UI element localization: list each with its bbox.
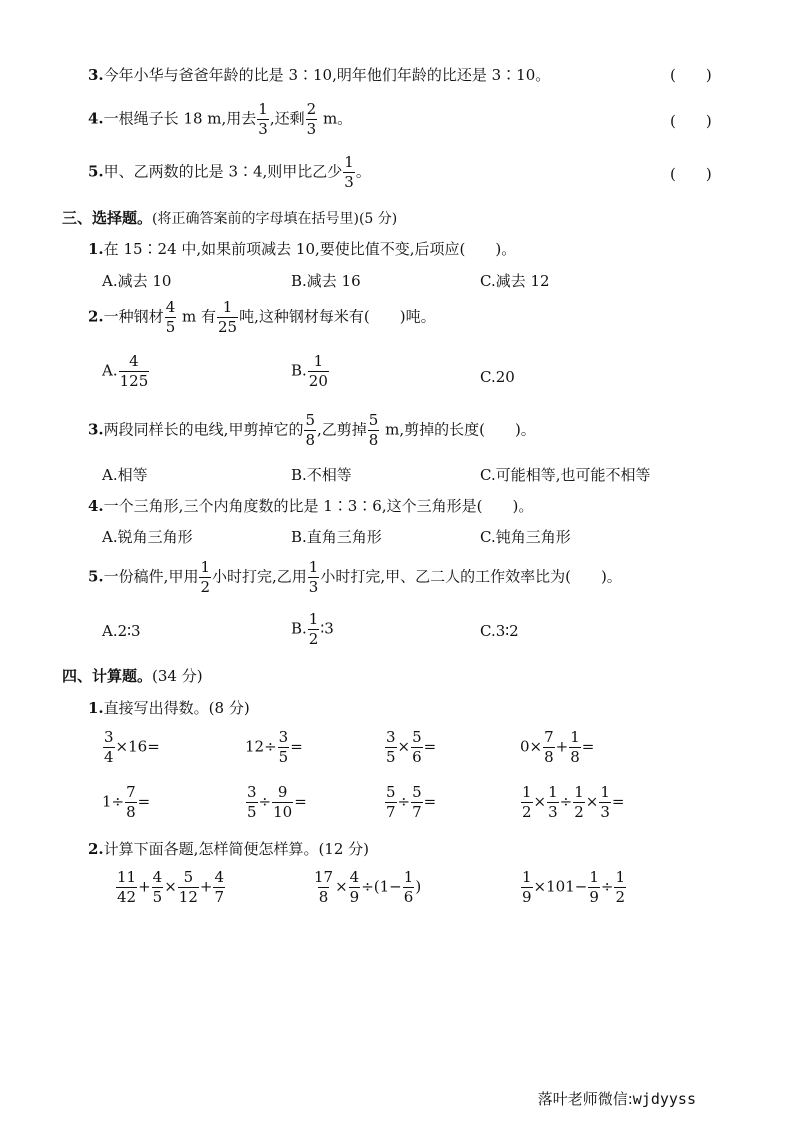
- fraction: $\frac{4}{125}$: [119, 352, 149, 390]
- fraction: $\frac{1}{2}$: [200, 558, 210, 596]
- choice-q5-option-c[interactable]: C.3∶2: [480, 622, 519, 640]
- fraction: $\frac{17}{8}$: [314, 868, 334, 906]
- choice-q5: 5.一份稿件,甲用 $\frac{1}{2}$ 小时打完,乙用 $\frac{1}{3}$ 小时打完,甲、乙二人的工作效率比为( )。: [88, 558, 622, 596]
- calc-expr-6: $\frac{3}{5}$ ÷ $\frac{9}{10}$ =: [247, 783, 307, 821]
- fraction: $\frac{5}{7}$: [412, 783, 422, 821]
- fraction: $\frac{1}{9}$: [589, 868, 599, 906]
- calc-expr-7: $\frac{5}{7}$ ÷ $\frac{5}{7}$ =: [386, 783, 437, 821]
- fraction: $\frac{5}{12}$: [178, 868, 198, 906]
- fraction: $\frac{7}{8}$: [126, 783, 136, 821]
- choice-q3-option-a[interactable]: A.相等: [102, 466, 148, 484]
- choice-q3-option-c[interactable]: C.可能相等,也可能不相等: [480, 466, 651, 484]
- fraction: $\frac{1}{2}$: [308, 610, 319, 648]
- choice-q3-option-b[interactable]: B.不相等: [291, 466, 352, 484]
- fraction: $\frac{4}{7}$: [214, 868, 225, 906]
- calc-part2-heading: 2.计算下面各题,怎样简便怎样算。(12 分): [88, 840, 370, 858]
- fraction: $\frac{3}{5}$: [247, 783, 257, 821]
- choice-q2-option-b[interactable]: B. $\frac{1}{20}$: [291, 352, 328, 390]
- fraction: $\frac{3}{5}$: [386, 728, 396, 766]
- calc-expr-5: 1÷ $\frac{7}{8}$ =: [102, 783, 151, 821]
- calc-expr-1: $\frac{3}{4}$ ×16=: [104, 728, 160, 766]
- choice-q4-option-b[interactable]: B.直角三角形: [291, 528, 382, 546]
- fraction: $\frac{2}{3}$: [306, 100, 317, 138]
- fraction: $\frac{1}{3}$: [548, 783, 558, 821]
- calc2-expr-2: $\frac{17}{8}$ × $\frac{4}{9}$ ÷(1− $\frac{1}{6}$ ): [314, 868, 422, 906]
- choice-q1-option-b[interactable]: B.减去 16: [291, 272, 361, 290]
- judge-q3-answer-blank[interactable]: ( ): [670, 66, 712, 84]
- fraction: $\frac{3}{5}$: [278, 728, 289, 766]
- judge-q4-answer-blank[interactable]: ( ): [670, 112, 712, 130]
- fraction: $\frac{1}{3}$: [308, 558, 319, 596]
- calc-expr-4: 0× $\frac{7}{8}$ + $\frac{1}{8}$ =: [520, 728, 595, 766]
- calc-expr-2: 12÷ $\frac{3}{5}$ =: [245, 728, 303, 766]
- fraction: $\frac{5}{8}$: [305, 411, 315, 449]
- judge-q3: 3.今年小华与爸爸年龄的比是 3∶10,明年他们年龄的比还是 3∶10。: [88, 66, 551, 84]
- fraction: $\frac{1}{2}$: [522, 783, 532, 821]
- fraction: $\frac{4}{5}$: [165, 298, 176, 336]
- fraction: $\frac{4}{5}$: [152, 868, 163, 906]
- fraction: $\frac{1}{20}$: [308, 352, 328, 390]
- fraction: $\frac{5}{7}$: [386, 783, 396, 821]
- fraction: $\frac{1}{9}$: [522, 868, 532, 906]
- calc-part1-heading: 1.直接写出得数。(8 分): [88, 699, 250, 717]
- fraction: $\frac{1}{2}$: [615, 868, 625, 906]
- choice-q2: 2.一种钢材 $\frac{4}{5}$ m 有 $\frac{1}{25}$ 吨,这种钢材每米有( )吨。: [88, 298, 436, 336]
- fraction: $\frac{5}{8}$: [368, 411, 379, 449]
- watermark-contact: 落叶老师微信:wjdyyss: [537, 1090, 696, 1108]
- choice-q1-option-a[interactable]: A.减去 10: [102, 272, 172, 290]
- fraction: $\frac{4}{9}$: [349, 868, 360, 906]
- choice-q2-option-a[interactable]: A. $\frac{4}{125}$: [102, 352, 149, 390]
- fraction: $\frac{7}{8}$: [544, 728, 554, 766]
- fraction: $\frac{1}{3}$: [600, 783, 610, 821]
- fraction: $\frac{11}{42}$: [117, 868, 137, 906]
- choice-q4-option-a[interactable]: A.锐角三角形: [102, 528, 193, 546]
- choice-q4-option-c[interactable]: C.钝角三角形: [480, 528, 571, 546]
- choice-q5-option-b[interactable]: B. $\frac{1}{2}$ ∶3: [291, 610, 334, 648]
- section-choice-heading: 三、选择题。(将正确答案前的字母填在括号里)(5 分): [62, 209, 398, 227]
- calc-expr-3: $\frac{3}{5}$ × $\frac{5}{6}$ =: [386, 728, 437, 766]
- judge-q5-answer-blank[interactable]: ( ): [670, 165, 712, 183]
- choice-q1-option-c[interactable]: C.减去 12: [480, 272, 550, 290]
- fraction: $\frac{1}{3}$: [344, 153, 354, 191]
- judge-q5: 5.甲、乙两数的比是 3∶4,则甲比乙少 $\frac{1}{3}$ 。: [88, 153, 371, 191]
- choice-q2-option-c[interactable]: C.20: [480, 368, 515, 386]
- fraction: $\frac{1}{3}$: [258, 100, 268, 138]
- section-calc-heading: 四、计算题。(34 分): [62, 667, 203, 685]
- calc-expr-8: $\frac{1}{2}$ × $\frac{1}{3}$ ÷ $\frac{1}{2}$ × $\frac{1}{3}$ =: [522, 783, 625, 821]
- fraction: $\frac{3}{4}$: [104, 728, 114, 766]
- calc2-expr-1: $\frac{11}{42}$ + $\frac{4}{5}$ × $\frac{5}{12}$ + $\frac{4}{7}$: [117, 868, 225, 906]
- choice-q4: 4.一个三角形,三个内角度数的比是 1∶3∶6,这个三角形是( )。: [88, 497, 534, 515]
- choice-q5-option-a[interactable]: A.2∶3: [102, 622, 141, 640]
- fraction: $\frac{5}{6}$: [412, 728, 422, 766]
- fraction: $\frac{1}{25}$: [218, 298, 238, 336]
- fraction: $\frac{9}{10}$: [273, 783, 293, 821]
- fraction: $\frac{1}{8}$: [570, 728, 580, 766]
- fraction: $\frac{1}{6}$: [403, 868, 414, 906]
- calc2-expr-3: $\frac{1}{9}$ ×101− $\frac{1}{9}$ ÷ $\frac{1}{2}$: [522, 868, 625, 906]
- fraction: $\frac{1}{2}$: [574, 783, 584, 821]
- choice-q3: 3.两段同样长的电线,甲剪掉它的 $\frac{5}{8}$ ,乙剪掉 $\frac{5}{8}$ m,剪掉的长度( )。: [88, 411, 536, 449]
- choice-q1: 1.在 15∶24 中,如果前项减去 10,要使比值不变,后项应( )。: [88, 240, 517, 258]
- judge-q4: 4.一根绳子长 18 m,用去 $\frac{1}{3}$ ,还剩 $\frac{2}{3}$ m。: [88, 100, 353, 138]
